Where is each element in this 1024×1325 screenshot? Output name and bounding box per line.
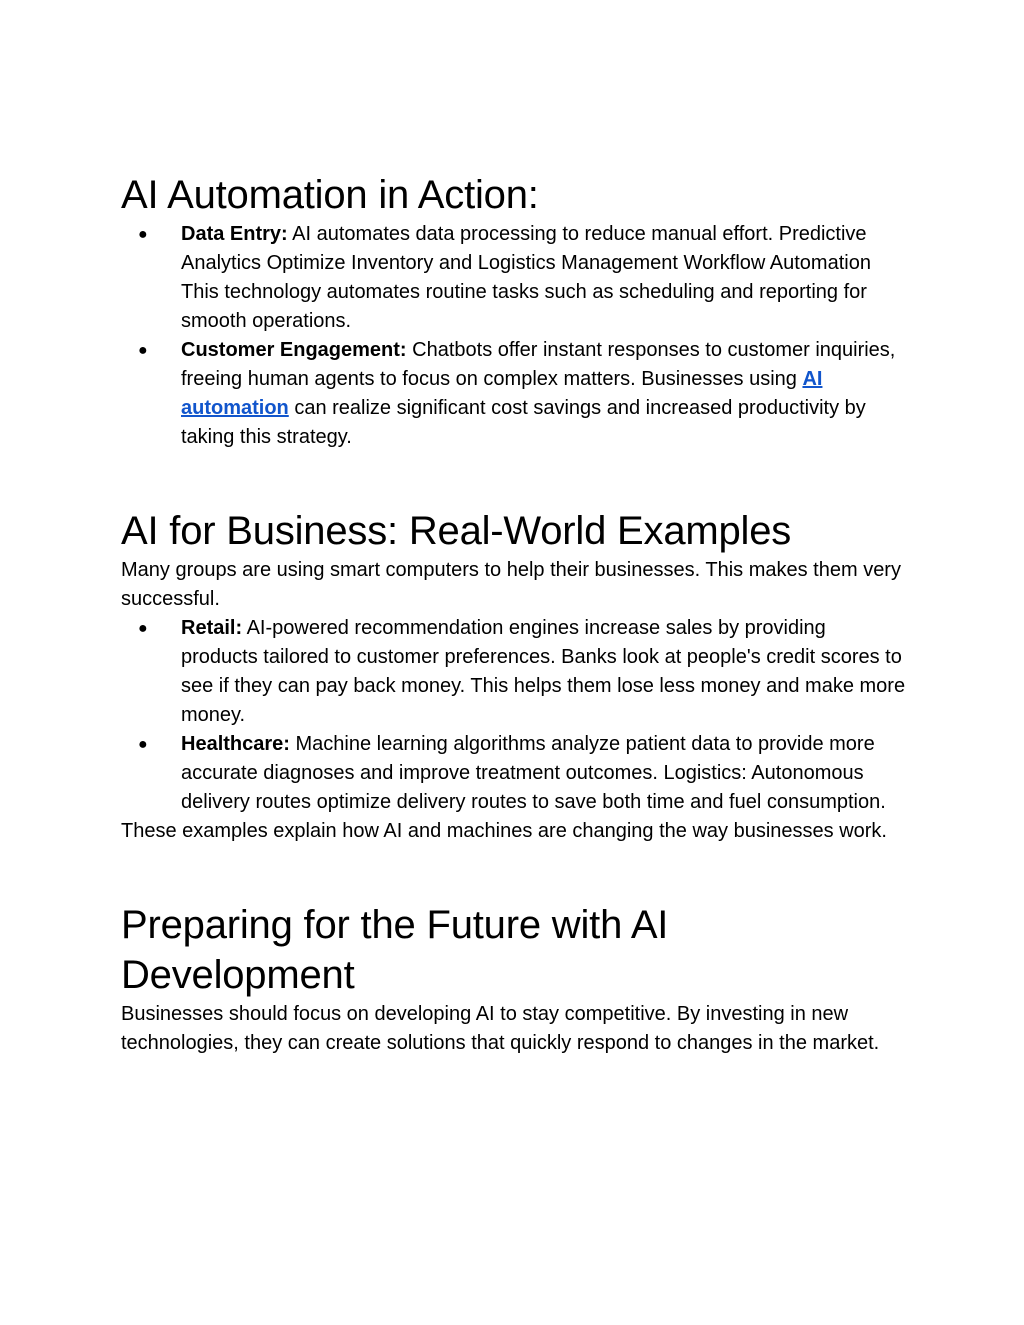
bullet-list-ai-for-business xyxy=(121,614,906,817)
outro-ai-for-business: These examples explain how AI and machines are changing the way businesses work. xyxy=(121,820,887,842)
intro-preparing-future: Businesses should focus on developing AI to stay competitive. By investing in new technologies, they can create solutions that quickly respond to changes in the market. xyxy=(121,1003,880,1054)
bullet-icon: ● xyxy=(138,620,148,637)
heading-ai-for-business: AI for Business: Real-World Examples xyxy=(121,509,792,553)
bullet-icon: ● xyxy=(138,226,148,243)
text-customer-engagement-before-link: Chatbots offer instant responses to customer inquiries, freeing human agents to focus on complex matters. Businesses using xyxy=(181,339,896,390)
bullet-list-ai-automation xyxy=(121,220,906,452)
ai-automation-link[interactable]: AI automation xyxy=(181,368,823,419)
section-ai-for-business xyxy=(121,506,906,846)
text-data-entry: AI automates data processing to reduce manual effort. Predictive Analytics Optimize Inventory and Logistics Management Workflow Automation This technology automates routine tasks such as scheduling and reporting for smooth operations. xyxy=(181,223,871,332)
bullet-icon: ● xyxy=(138,736,148,753)
list-item-data-entry xyxy=(121,220,906,336)
heading-preparing-future: Preparing for the Future with AI Development xyxy=(121,903,669,997)
term-retail: Retail: xyxy=(181,617,243,639)
term-healthcare: Healthcare: xyxy=(181,733,290,755)
heading-ai-automation: AI Automation in Action: xyxy=(121,173,539,217)
text-retail: AI-powered recommendation engines increase sales by providing products tailored to customer preferences. Banks look at people's credit scores to see if they can pay back money. This helps them lose less money and make more money. xyxy=(181,617,906,726)
text-healthcare: Machine learning algorithms analyze patient data to provide more accurate diagnoses and improve treatment outcomes. Logistics: Autonomous delivery routes optimize delivery routes to save both time and fuel consumption. xyxy=(181,733,886,813)
list-item-customer-engagement xyxy=(121,336,906,452)
list-item-healthcare xyxy=(121,730,906,817)
section-ai-automation xyxy=(121,170,906,452)
list-item-retail xyxy=(121,614,906,730)
term-customer-engagement: Customer Engagement: xyxy=(181,339,407,361)
text-customer-engagement-after-link: can realize significant cost savings and increased productivity by taking this strategy. xyxy=(181,397,866,448)
intro-ai-for-business: Many groups are using smart computers to help their businesses. This makes them very successful. xyxy=(121,559,901,610)
term-data-entry: Data Entry: xyxy=(181,223,288,245)
section-preparing-future xyxy=(121,900,906,1058)
document-content xyxy=(121,170,906,1058)
bullet-icon: ● xyxy=(138,342,148,359)
